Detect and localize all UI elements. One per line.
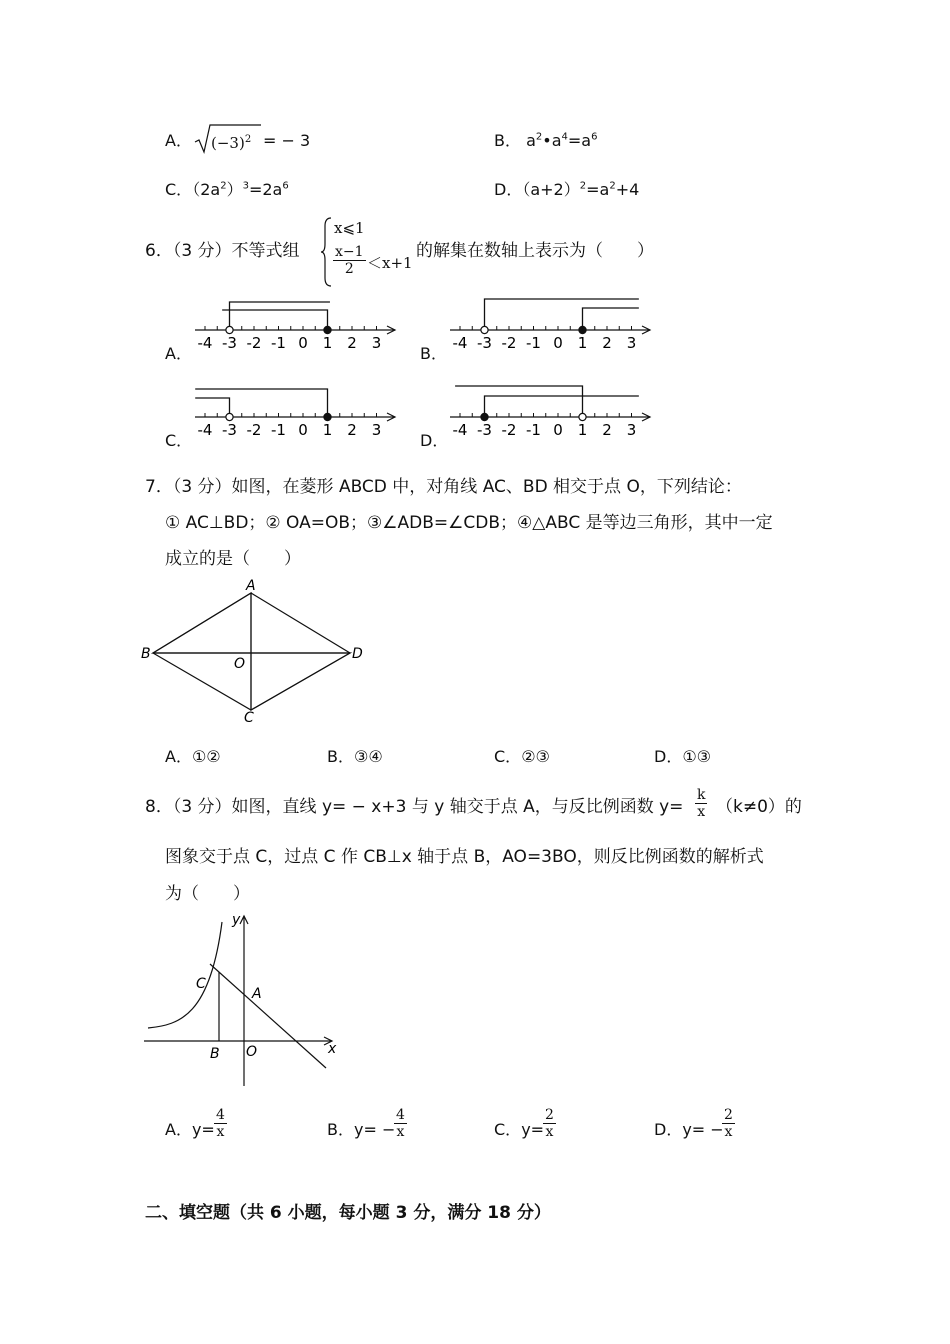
tick-label: -2 — [501, 334, 517, 352]
q6-ineq2-rest: ＜x+1 — [367, 254, 413, 272]
open-dot-icon — [226, 413, 233, 420]
q7-line1: 7．（3 分）如图，在菱形 ABCD 中，对角线 AC、BD 相交于点 O，下列结论： — [145, 477, 742, 497]
closed-dot-icon — [324, 326, 331, 333]
q5-a-label: A． — [165, 131, 192, 150]
q6-a-label: A． — [165, 344, 192, 363]
ray-x-lt-1 — [455, 386, 582, 417]
q7-line2: ① AC⊥BD；② OA=OB；③∠ADB=∠CDB；④△ABC 是等边三角形，其中一定 — [165, 513, 773, 533]
q6-c-label: C． — [165, 431, 193, 450]
q8-kx-frac: $\frac{k}{x}$ — [697, 787, 706, 820]
tick-label: -4 — [452, 421, 468, 439]
q6-d-label: D． — [420, 431, 449, 450]
tick-label: -3 — [222, 421, 237, 439]
tick-label: -3 — [477, 334, 492, 352]
tick-label: 0 — [553, 334, 563, 352]
tick-label: -3 — [477, 421, 492, 439]
q5-a-rest: = − 3 — [263, 131, 311, 150]
q7-option-b: B．③④ — [327, 747, 383, 766]
q6-b-label: B． — [420, 344, 447, 363]
tick-label: -1 — [526, 421, 541, 439]
number-line-c — [190, 381, 405, 443]
q8-option-a: A．y= — [165, 1120, 215, 1139]
tick-label: 1 — [577, 334, 588, 352]
q5-option-b: B． $a^2•a^4=a^6$ — [494, 131, 598, 150]
q8-option-c-frac: $\frac{2}{x}$ — [545, 1107, 554, 1140]
label-a: A — [252, 986, 262, 1002]
closed-dot-icon — [579, 326, 586, 333]
label-b: B — [210, 1046, 220, 1062]
q7-line3: 成立的是（ ） — [165, 549, 301, 569]
tick-label: 2 — [347, 334, 357, 352]
tick-label: 3 — [371, 421, 382, 439]
closed-dot-icon — [324, 413, 331, 420]
tick-label: 3 — [371, 334, 382, 352]
open-dot-icon — [226, 326, 233, 333]
section-2-title: 二、填空题（共 6 小题，每小题 3 分，满分 18 分） — [145, 1203, 551, 1223]
label-y: y — [232, 912, 241, 928]
q8-line1-a: 8．（3 分）如图，直线 y= − x+3 与 y 轴交于点 A，与反比例函数 y= — [145, 797, 684, 817]
function-figure — [140, 910, 350, 1090]
tick-label: -1 — [526, 334, 541, 352]
q7-option-c: C．②③ — [494, 747, 550, 766]
q5-option-a — [165, 131, 192, 151]
ray-x-gt-neg3 — [485, 299, 639, 330]
label-o: O — [246, 1044, 258, 1060]
tick-label: -1 — [271, 421, 286, 439]
q5-a-radicand: $(-3)^2$ — [211, 134, 252, 152]
rhombus-figure — [140, 578, 370, 728]
q8-option-c: C．y= — [494, 1120, 545, 1139]
hyperbola-curve — [148, 922, 222, 1028]
number-line-d — [445, 381, 660, 443]
tick-label: -4 — [197, 421, 213, 439]
open-dot-icon — [579, 413, 586, 420]
label-c: C — [196, 976, 206, 992]
tick-label: 2 — [602, 334, 612, 352]
q8-line3: 为（ ） — [165, 884, 250, 904]
q6-ineq1: x⩽1 — [334, 219, 365, 237]
tick-label: 1 — [322, 421, 333, 439]
tick-label: 1 — [322, 334, 333, 352]
q8-option-b: B．y= − — [327, 1120, 396, 1139]
tick-label: 3 — [626, 334, 637, 352]
q8-option-a-frac: $\frac{4}{x}$ — [216, 1107, 225, 1140]
q6-stem-before: 6．（3 分）不等式组 — [145, 241, 300, 261]
tick-label: -4 — [197, 334, 213, 352]
ray-x-ge-1 — [583, 308, 639, 330]
q5-option-c: C．$(2a^2)^3=2a^6$ — [165, 180, 289, 199]
number-line-a — [190, 294, 405, 356]
q6-stem-after: 的解集在数轴上表示为（ ） — [416, 241, 654, 261]
label-b: B — [141, 646, 151, 662]
label-a: A — [246, 578, 256, 594]
tick-label: -2 — [501, 421, 517, 439]
tick-label: -4 — [452, 334, 468, 352]
tick-label: 0 — [298, 334, 308, 352]
tick-label: 0 — [298, 421, 308, 439]
tick-label: 2 — [602, 421, 612, 439]
ray-x-ge-neg3 — [485, 396, 639, 417]
ray-x-le-1 — [195, 389, 327, 417]
closed-dot-icon — [481, 413, 488, 420]
tick-label: 1 — [577, 421, 588, 439]
q8-option-b-frac: $\frac{4}{x}$ — [396, 1107, 405, 1140]
q7-option-a: A．①② — [165, 747, 221, 766]
label-c: C — [244, 710, 254, 726]
q8-line1-b: （k≠0）的 — [716, 797, 802, 817]
tick-label: 2 — [347, 421, 357, 439]
brace-icon — [321, 216, 333, 288]
label-x: x — [328, 1041, 337, 1057]
q7-option-d: D．①③ — [654, 747, 712, 766]
q8-line2: 图象交于点 C，过点 C 作 CB⊥x 轴于点 B，AO=3BO，则反比例函数的解析式 — [165, 847, 764, 867]
open-dot-icon — [481, 326, 488, 333]
ray-x-gt-neg3 — [230, 302, 330, 330]
tick-label: 0 — [553, 421, 563, 439]
ray-x-le-1 — [222, 310, 327, 330]
tick-label: -1 — [271, 334, 286, 352]
label-d: D — [352, 646, 363, 662]
q6-ineq2-frac: $\frac{x-1}{2}$ — [335, 244, 364, 277]
q8-option-d: D．y= − — [654, 1120, 724, 1139]
tick-label: -2 — [246, 421, 262, 439]
ray-x-lt-neg3 — [195, 398, 229, 417]
number-line-b — [445, 294, 660, 356]
q8-option-d-frac: $\frac{2}{x}$ — [724, 1107, 733, 1140]
tick-label: -2 — [246, 334, 262, 352]
q5-option-d: D．$(a+2)^2=a^2+4$ — [494, 180, 640, 199]
tick-label: -3 — [222, 334, 237, 352]
line-y-neg-x-plus-3 — [210, 964, 326, 1068]
label-o: O — [234, 656, 246, 672]
tick-label: 3 — [626, 421, 637, 439]
